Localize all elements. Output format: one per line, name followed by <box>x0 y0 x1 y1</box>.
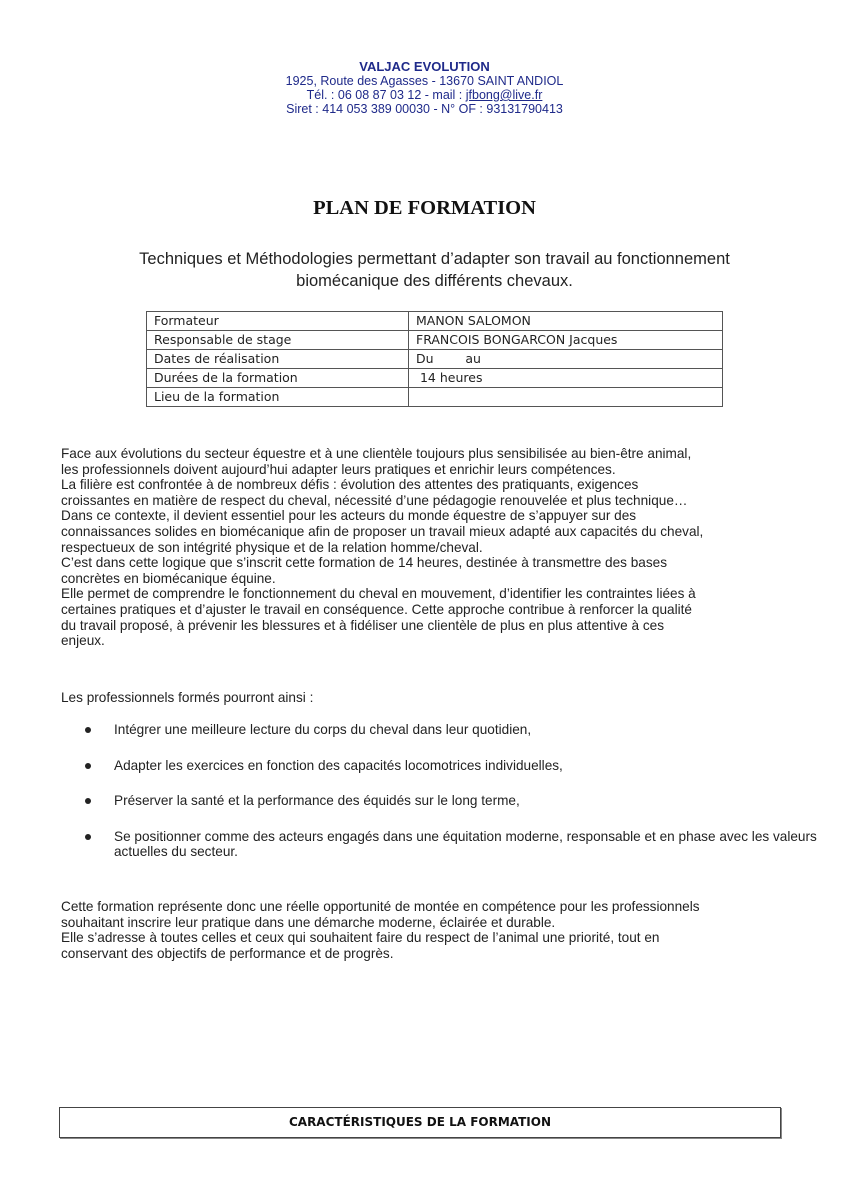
company-siret: Siret : 414 053 389 00030 - N° OF : 93131790413 <box>286 102 563 116</box>
list-item-text: Se positionner comme des acteurs engagés dans une équitation moderne, responsable et en phase avec les valeurs actuelles du secteur. <box>114 828 817 860</box>
text-line: Face aux évolutions du secteur équestre et à une clientèle toujours plus sensibilisée au bien-être animal, <box>61 446 692 461</box>
text-line: Elle s’adresse à toutes celles et ceux qui souhaitent faire du respect de l’animal une priorité, tout en <box>61 930 660 946</box>
table-row <box>147 369 723 388</box>
row-value: Du au <box>409 350 723 369</box>
table-row <box>147 350 723 369</box>
row-value: FRANCOIS BONGARCON Jacques <box>409 331 723 350</box>
row-value <box>409 388 723 407</box>
letterhead <box>0 60 849 116</box>
bullet-icon <box>85 727 91 733</box>
text-line: connaissances solides en biomécanique afin de proposer un travail mieux adapté aux capacités du cheval, <box>61 523 704 539</box>
text-line: Cette formation représente donc une réelle opportunité de montée en compétence pour les professionnels <box>61 899 700 914</box>
list-item-text: Intégrer une meilleure lecture du corps du cheval dans leur quotidien, <box>114 722 532 737</box>
list-item <box>61 722 821 738</box>
table-row <box>147 388 723 407</box>
text-line: Dans ce contexte, il devient essentiel pour les acteurs du monde équestre de s’appuyer sur des <box>61 508 637 524</box>
phone-text: Tél. : 06 08 87 03 12 - mail : <box>306 88 466 102</box>
row-value: MANON SALOMON <box>409 312 723 331</box>
text-line: Elle permet de comprendre le fonctionnement du cheval en mouvement, d’identifier les contraintes liées à <box>61 586 696 602</box>
row-label: Lieu de la formation <box>147 388 409 407</box>
page-title: PLAN DE FORMATION <box>313 197 536 219</box>
subtitle-line: biomécanique des différents chevaux. <box>296 272 573 290</box>
text-line: les professionnels doivent aujourd’hui adapter leurs pratiques et enrichir leurs compétences. <box>61 461 616 477</box>
text-line: du travail proposé, à prévenir les blessures et à fidéliser une clientèle de plus en plus attentive à ces <box>61 617 665 633</box>
list-item <box>61 793 821 809</box>
bullet-icon <box>85 798 91 804</box>
intro-paragraph <box>61 446 821 649</box>
row-label: Formateur <box>147 312 409 331</box>
company-contact <box>0 88 849 102</box>
table-row <box>147 312 723 331</box>
text-line: conservant des objectifs de performance et de progrès. <box>61 945 394 961</box>
subtitle-line: Techniques et Méthodologies permettant d’adapter son travail au fonctionnement <box>139 250 730 268</box>
benefits-lead: Les professionnels formés pourront ainsi : <box>61 690 314 705</box>
info-table <box>146 311 723 407</box>
company-address: 1925, Route des Agasses - 13670 SAINT ANDIOL <box>285 74 564 88</box>
text-line: respectueux de son intégrité physique et de la relation homme/cheval. <box>61 539 483 555</box>
benefits-list <box>61 722 821 880</box>
email-link[interactable]: jfbong@live.fr <box>465 88 543 102</box>
text-line: certaines pratiques et d’ajuster le travail en conséquence. Cette approche contribue à renforcer la qualité <box>61 601 692 617</box>
list-item <box>61 829 821 860</box>
section-heading: CARACTÉRISTIQUES DE LA FORMATION <box>288 1115 552 1129</box>
bullet-icon <box>85 763 91 769</box>
company-name: VALJAC EVOLUTION <box>359 59 490 74</box>
text-line: souhaitant inscrire leur pratique dans une démarche moderne, éclairée et durable. <box>61 914 556 930</box>
bullet-icon <box>85 834 91 840</box>
row-label: Durées de la formation <box>147 369 409 388</box>
row-value: 14 heures <box>409 369 723 388</box>
row-label: Responsable de stage <box>147 331 409 350</box>
page-subtitle <box>60 248 809 292</box>
conclusion-paragraph <box>61 899 821 961</box>
table-row <box>147 331 723 350</box>
text-line: La filière est confrontée à de nombreux défis : évolution des attentes des pratiquants, exigences <box>61 477 639 493</box>
list-item-text: Adapter les exercices en fonction des capacités locomotrices individuelles, <box>114 757 563 773</box>
list-item <box>61 758 821 774</box>
text-line: croissantes en matière de respect du cheval, nécessité d’une pédagogie renouvelée et plus technique… <box>61 492 688 508</box>
section-heading-box <box>59 1107 781 1138</box>
list-item-text: Préserver la santé et la performance des équidés sur le long terme, <box>114 793 520 809</box>
row-label: Dates de réalisation <box>147 350 409 369</box>
text-line: enjeux. <box>61 633 105 649</box>
text-line: C’est dans cette logique que s’inscrit cette formation de 14 heures, destinée à transmettre des bases <box>61 555 668 571</box>
text-line: concrètes en biomécanique équine. <box>61 570 276 586</box>
